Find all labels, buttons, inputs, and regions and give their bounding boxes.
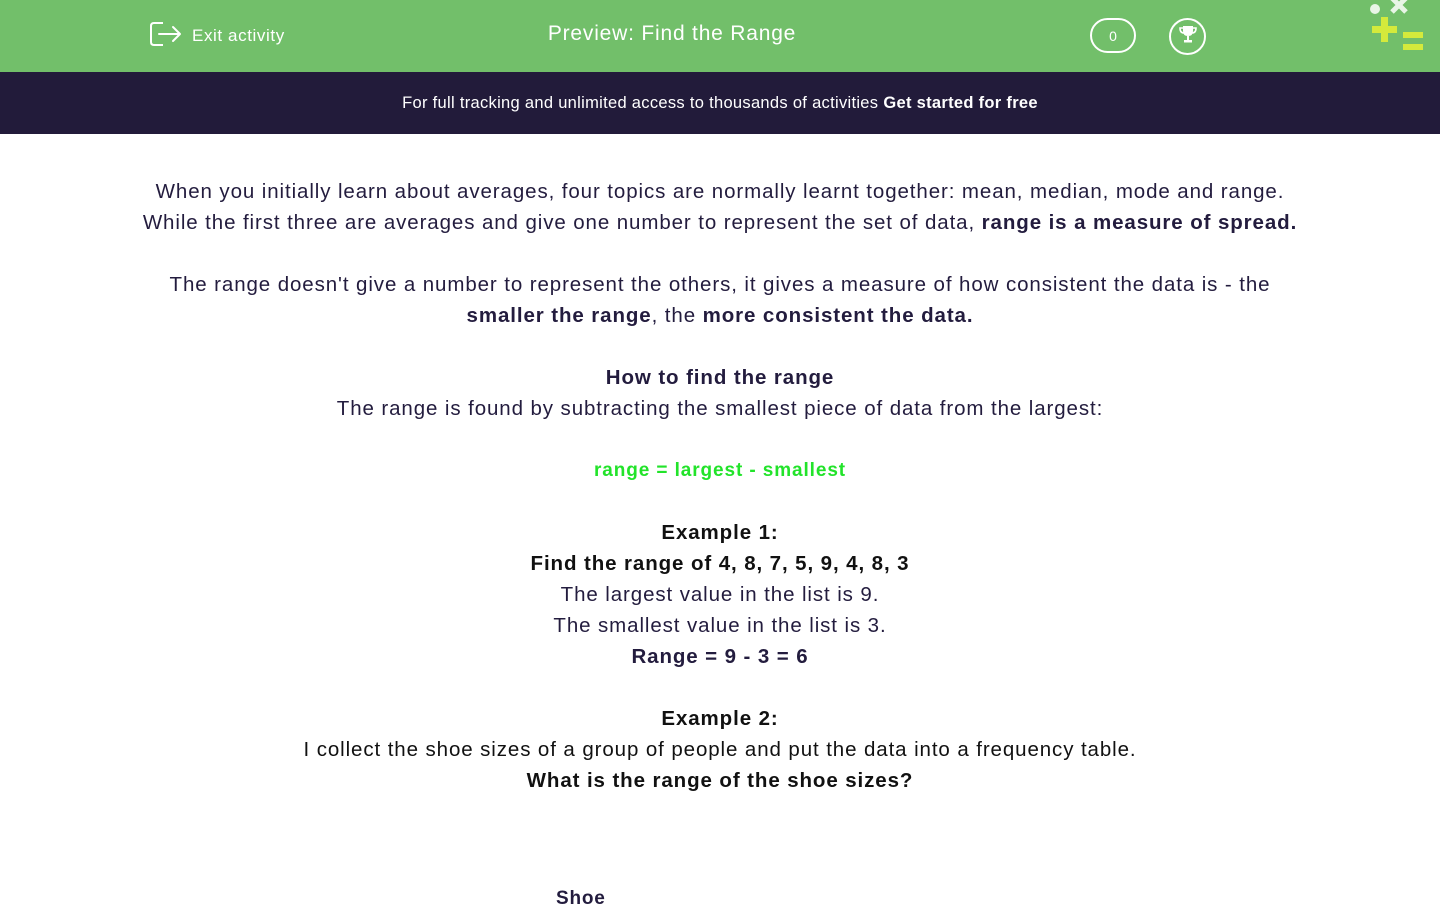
lesson-content (140, 176, 1300, 796)
example-1-heading: Example 1: (661, 521, 779, 544)
trophy-icon (1176, 22, 1200, 51)
banner-text: For full tracking and unlimited access to thousands of activities (402, 93, 879, 112)
consistency-paragraph: The range doesn't give a number to represent the others, it gives a measure of how consistent the data is - the smaller the range, the more consistent the data. (169, 273, 1271, 327)
how-to-text: The range is found by subtracting the smallest piece of data from the largest: (336, 397, 1104, 420)
example-2-question: What is the range of the shoe sizes? (526, 769, 914, 792)
trophy-button[interactable] (1169, 18, 1206, 55)
example-1-question: Find the range of 4, 8, 7, 5, 9, 4, 8, 3 (530, 552, 910, 575)
range-definition: range is a measure of spread. (981, 211, 1298, 234)
example-2-heading: Example 2: (661, 707, 779, 730)
top-bar (0, 0, 1440, 72)
intro-paragraph: When you initially learn about averages, four topics are normally learnt together: mean, median, mode and range. (155, 180, 1285, 203)
signup-banner (0, 72, 1440, 134)
how-to-heading: How to find the range (605, 366, 835, 389)
get-started-link[interactable]: Get started for free (883, 93, 1038, 112)
score-counter: 0 (1090, 18, 1136, 53)
range-formula: range = largest - smallest (593, 460, 847, 481)
example-1-step: The largest value in the list is 9. (560, 583, 880, 606)
example-2-text: I collect the shoe sizes of a group of people and put the data into a frequency table. (303, 738, 1137, 761)
exit-activity-label: Exit activity (192, 26, 285, 45)
example-1-step: The smallest value in the list is 3. (553, 614, 887, 637)
page-title: Preview: Find the Range (547, 22, 797, 45)
brand-logo-icon (1360, 0, 1440, 60)
example-1-answer: Range = 9 - 3 = 6 (631, 645, 809, 668)
table-header-partial: Shoe (556, 888, 606, 909)
intro-paragraph-2: While the first three are averages and give one number to represent the set of data, range is a measure of spread. (142, 211, 1298, 234)
